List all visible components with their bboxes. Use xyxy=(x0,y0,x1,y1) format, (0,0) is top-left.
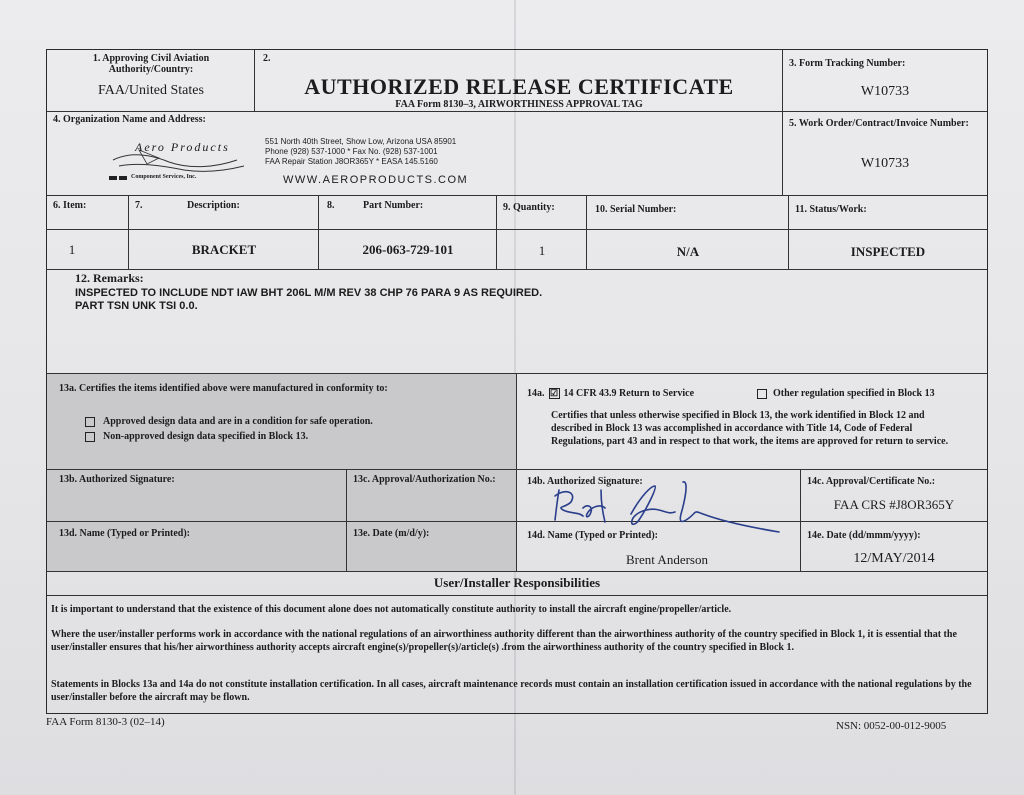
header-serial-label: 10. Serial Number: xyxy=(595,204,677,215)
user-installer-heading-row xyxy=(47,572,987,596)
block-13b xyxy=(47,470,347,522)
block-13d xyxy=(47,522,347,572)
header-part-number-num: 8. xyxy=(327,200,335,211)
block-2 xyxy=(255,50,783,112)
header-description-number: 7. xyxy=(135,200,143,211)
block-1-value: FAA/United States xyxy=(98,83,204,98)
block-13a-label: 13a. Certifies the items identified above were manufactured in conformity to: xyxy=(59,383,388,394)
item-row-status-value: INSPECTED xyxy=(850,244,926,259)
header-description xyxy=(129,196,319,230)
block-13a-option-1 xyxy=(85,416,373,427)
item-row-description xyxy=(129,230,319,270)
block-14a-header xyxy=(527,388,694,399)
option-return-to-service-label: 14 CFR 43.9 Return to Service xyxy=(563,388,695,399)
block-13e-label: 13e. Date (m/d/y): xyxy=(353,528,430,539)
item-row-quantity xyxy=(497,230,587,270)
org-address xyxy=(265,137,456,167)
remarks-label: 12. Remarks: xyxy=(75,271,144,285)
block-5 xyxy=(783,112,987,196)
form-subtitle: FAA Form 8130–3, AIRWORTHINESS APPROVAL TAG xyxy=(395,99,643,110)
block-1 xyxy=(47,50,255,112)
block-13b-label: 13b. Authorized Signature: xyxy=(59,474,175,485)
checkbox-other-regulation[interactable] xyxy=(757,389,767,399)
org-website: WWW.AEROPRODUCTS.COM xyxy=(283,174,469,186)
block-3 xyxy=(783,50,987,112)
block-14c xyxy=(801,470,987,522)
remarks-text xyxy=(75,287,542,313)
block-2-number: 2. xyxy=(263,53,271,64)
footer-nsn: NSN: 0052-00-012-9005 xyxy=(836,720,947,732)
item-row-item-value: 1 xyxy=(68,242,76,257)
block-14d-label: 14d. Name (Typed or Printed): xyxy=(527,530,659,541)
item-row-part xyxy=(319,230,497,270)
block-13a xyxy=(47,374,517,470)
option-other-regulation-label: Other regulation specified in Block 13 xyxy=(773,388,935,399)
aero-products-logo xyxy=(109,136,259,186)
logo-name: Aero Products xyxy=(135,140,230,154)
header-status xyxy=(789,196,987,230)
block-14c-value: FAA CRS #J8OR365Y xyxy=(833,497,955,512)
header-serial xyxy=(587,196,789,230)
item-row-serial xyxy=(587,230,789,270)
block-14e-value: 12/MAY/2014 xyxy=(853,551,935,566)
item-row-quantity-value: 1 xyxy=(538,243,546,258)
item-row-description-value: BRACKET xyxy=(191,242,257,257)
header-status-label: 11. Status/Work: xyxy=(795,204,867,215)
block-4 xyxy=(47,112,783,196)
option-approved-design-label: Approved design data and are in a condition for safe operation. xyxy=(103,416,373,427)
checkbox-non-approved-design[interactable] xyxy=(85,432,95,442)
block-14e-label: 14e. Date (dd/mmm/yyyy): xyxy=(807,530,921,541)
block-5-label: 5. Work Order/Contract/Invoice Number: xyxy=(789,118,969,129)
block-14e xyxy=(801,522,987,572)
item-row-item xyxy=(47,230,129,270)
header-item-label: 6. Item: xyxy=(53,200,87,211)
user-paragraph-2: Where the user/installer performs work in accordance with the national regulations of an airworthiness authority different than the airworthiness authority of the country specified in Block 1, it is essential that the user/installer ensures that his/her airworthiness authority accepts aircraft engine(s)/propeller(s)/article(s) .from the airworthiness authority of the country specified in Block 1. xyxy=(51,629,957,653)
block-14b-label: 14b. Authorized Signature: xyxy=(527,476,643,487)
header-description-label: Description: xyxy=(187,200,240,211)
block-13d-label: 13d. Name (Typed or Printed): xyxy=(59,528,191,539)
user-paragraph-1: It is important to understand that the existence of this document alone does not automatically constitute authority to install the aircraft engine/propeller/article. xyxy=(51,604,732,615)
block-13a-option-2 xyxy=(85,431,308,442)
block-14a-label: 14a. xyxy=(527,388,545,399)
block-14d-value: Brent Anderson xyxy=(626,552,708,567)
logo-tagline: Component Services, Inc. xyxy=(131,174,197,180)
item-row-serial-value: N/A xyxy=(676,244,700,259)
authorized-signature-graphic xyxy=(543,474,793,540)
form-title: AUTHORIZED RELEASE CERTIFICATE xyxy=(304,74,734,99)
header-part-number xyxy=(319,196,497,230)
remarks-line: INSPECTED TO INCLUDE NDT IAW BHT 206L M/M REV 38 CHP 76 PARA 9 AS REQUIRED. xyxy=(75,287,543,299)
block-12-remarks xyxy=(47,270,987,374)
block-14a-text: Certifies that unless otherwise specified in Block 13, the work identified in Block 12 and described in Block 13 was accomplished in accordance with Title 14, Code of Federal Regulations, part 43 and in respect to that work, the items are approved for return to service. xyxy=(551,410,949,447)
block-13e xyxy=(347,522,517,572)
address-line: 551 North 40th Street, Show Low, Arizona USA 85901 xyxy=(265,137,457,146)
checkbox-approved-design[interactable] xyxy=(85,417,95,427)
header-quantity xyxy=(497,196,587,230)
remarks-line: PART TSN UNK TSI 0.0. xyxy=(75,300,198,312)
user-installer-heading: User/Installer Responsibilities xyxy=(433,575,601,590)
block-1-label: 1. Approving Civil Aviation Authority/Country: xyxy=(92,53,210,75)
user-paragraph-3: Statements in Blocks 13a and 14a do not constitute installation certification. In all cases, aircraft maintenance records must contain an installation certification issued in accordance with the national regulations by the user/installer before the aircraft may be flown. xyxy=(51,679,972,703)
footer-form-number: FAA Form 8130-3 (02–14) xyxy=(46,716,165,728)
item-row-status xyxy=(789,230,987,270)
block-3-value: W10733 xyxy=(860,84,910,99)
block-14a-other xyxy=(757,388,935,399)
block-14a xyxy=(517,374,987,470)
form-8130-3 xyxy=(46,49,988,714)
block-4-label: 4. Organization Name and Address: xyxy=(53,114,206,125)
header-quantity-label: 9. Quantity: xyxy=(503,202,555,213)
block-3-label: 3. Form Tracking Number: xyxy=(789,58,906,69)
block-13c xyxy=(347,470,517,522)
header-part-number-label: Part Number: xyxy=(363,200,424,211)
block-13c-label: 13c. Approval/Authorization No.: xyxy=(353,474,496,485)
block-14c-label: 14c. Approval/Certificate No.: xyxy=(807,476,936,487)
option-non-approved-design-label: Non-approved design data specified in Block 13. xyxy=(103,431,309,442)
checkbox-return-to-service-checked[interactable]: ☑ xyxy=(549,388,559,399)
block-5-value: W10733 xyxy=(860,156,910,171)
header-item xyxy=(47,196,129,230)
address-line: FAA Repair Station J8OR365Y * EASA 145.5160 xyxy=(265,157,438,166)
address-line: Phone (928) 537-1000 * Fax No. (928) 537-1001 xyxy=(265,147,438,156)
item-row-part-value: 206-063-729-101 xyxy=(362,242,454,257)
